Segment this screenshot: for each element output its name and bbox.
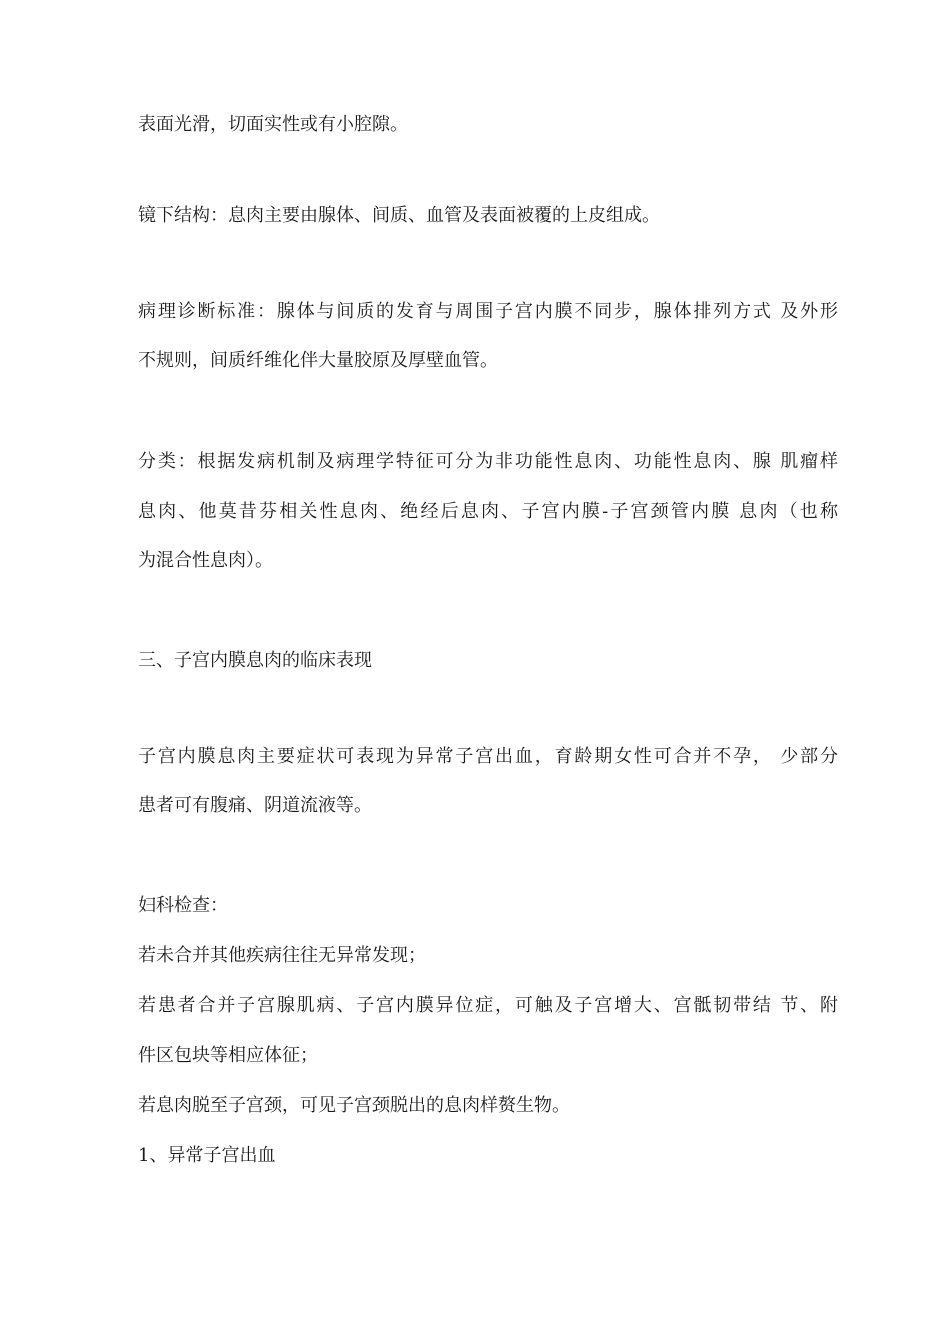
paragraph-line: 件区包块等相应体征；: [138, 1045, 318, 1066]
paragraph-line: 患者可有腹痛、阴道流液等。: [138, 795, 372, 816]
paragraph-line: 镜下结构：息肉主要由腺体、间质、血管及表面被覆的上皮组成。: [138, 205, 660, 226]
paragraph-line: 子宫内膜息肉主要症状可表现为异常子宫出血，育龄期女性可合并不孕， 少部分: [138, 746, 838, 767]
paragraph-line: 表面光滑，切面实性或有小腔隙。: [138, 114, 408, 135]
paragraph-line: 若息肉脱至子宫颈，可见子宫颈脱出的息肉样赘生物。: [138, 1095, 570, 1116]
paragraph-line: 分类：根据发病机制及病理学特征可分为非功能性息肉、功能性息肉、腺 肌瘤样: [138, 451, 838, 472]
section-heading: 三、子宫内膜息肉的临床表现: [138, 650, 372, 671]
paragraph-line: 不规则，间质纤维化伴大量胶原及厚壁血管。: [138, 350, 498, 371]
paragraph-line: 病理诊断标准：腺体与间质的发育与周围子宫内膜不同步，腺体排列方式 及外形: [138, 301, 838, 322]
paragraph-line: 为混合性息肉）。: [138, 550, 273, 571]
paragraph-line: 息肉、他莫昔芬相关性息肉、绝经后息肉、子宫内膜-子宫颈管内膜 息肉（也称: [138, 501, 838, 522]
paragraph-line: 若未合并其他疾病往往无异常发现；: [138, 945, 426, 966]
paragraph-line: 若患者合并子宫腺肌病、子宫内膜异位症，可触及子宫增大、宫骶韧带结 节、附: [138, 995, 838, 1016]
numbered-heading: 1、异常子宫出血: [138, 1145, 276, 1166]
subheading: 妇科检查：: [138, 895, 228, 916]
